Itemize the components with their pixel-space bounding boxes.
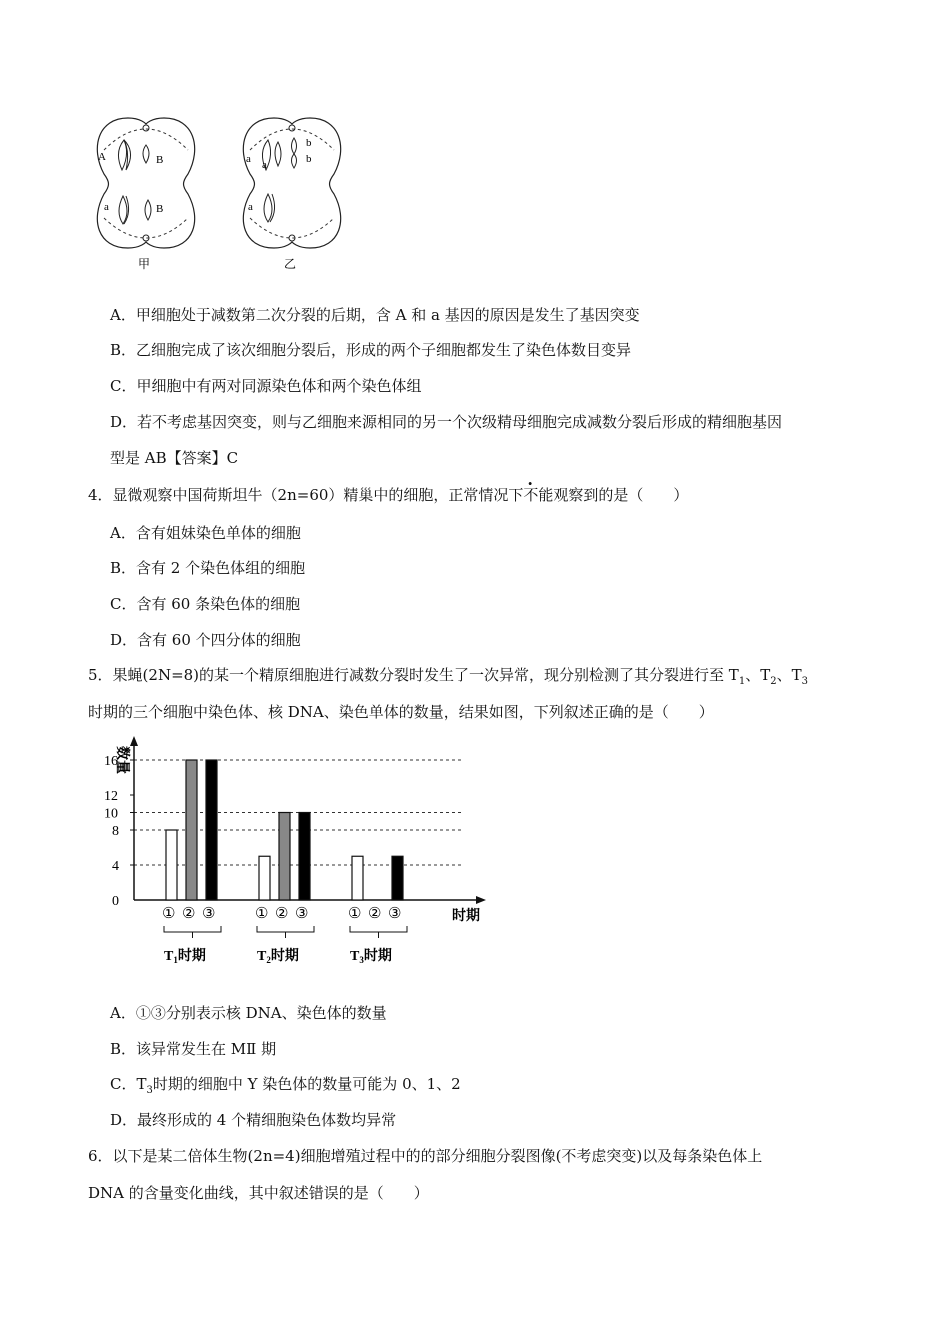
q3-option-d: D．若不考虑基因突变，则与乙细胞来源相同的另一个次级精母细胞完成减数分裂后形成的精细胞基因 — [110, 413, 783, 431]
q3-option-c: C．甲细胞中有两对同源染色体和两个染色体组 — [110, 377, 422, 395]
y-tick-10: 10 — [104, 806, 118, 822]
q4-option-a: A．含有姐妹染色单体的细胞 — [110, 524, 301, 542]
q4-stem — [88, 484, 688, 506]
q5-option-c-prefix: C．T — [110, 1075, 147, 1093]
q3-option-d-continued-answer: 型是 AB【答案】C — [110, 449, 239, 467]
bar-3-1 — [352, 856, 363, 900]
cell-yi — [243, 118, 340, 271]
group-label-1: $T_1$时期 — [164, 949, 206, 965]
q5-stem-text: 5．果蝇(2N=8)的某一个精原细胞进行减数分裂时发生了一次异常，现分别检测了其分裂进行至 T — [88, 666, 739, 684]
yi-label: 乙 — [284, 257, 297, 271]
group-label-2: $T_2$时期 — [257, 949, 299, 965]
q4-option-b: B．含有 2 个染色体组的细胞 — [110, 559, 306, 577]
y-tick-12: 12 — [104, 789, 118, 804]
q5-stem-sep2: 、T — [776, 666, 802, 684]
bar-1-1 — [166, 830, 177, 900]
bar-3-3 — [392, 856, 403, 900]
bar-label-2-1: ① — [255, 906, 269, 922]
jia-gene-A: A — [98, 151, 106, 163]
yi-gene-b-2: b — [306, 153, 312, 165]
bar-2-2 — [279, 813, 290, 901]
q6-stem-line1: 6．以下是某二倍体生物(2n=4)细胞增殖过程中的的部分细胞分裂图像(不考虑突变)以及每条染色体上 — [88, 1147, 763, 1165]
q4-stem-part1: 4．显微观察中国荷斯坦牛（2n=60）精巢中的细胞，正常情况下 — [88, 486, 524, 504]
bar-label-1-2: ② — [182, 906, 196, 922]
x-axis-label: 时期 — [452, 909, 480, 924]
q5-stem-line2: 时期的三个细胞中染色体、核 DNA、染色单体的数量，结果如图，下列叙述正确的是（ ） — [88, 703, 714, 721]
group-bracket-3 — [350, 926, 407, 932]
bar-label-1-3: ③ — [202, 906, 216, 922]
q5-option-a: A．①③分别表示核 DNA、染色体的数量 — [110, 1004, 387, 1022]
q5-stem-line1 — [88, 664, 808, 693]
y-tick-0: 0 — [112, 894, 119, 909]
yi-gene-a-top: a — [246, 153, 251, 165]
q4-option-d: D．含有 60 个四分体的细胞 — [110, 631, 301, 649]
q4-stem-emphasis: 不能 — [523, 486, 554, 504]
y-tick-16: 16 — [104, 754, 118, 769]
bar-2-3 — [299, 813, 310, 901]
q5-sub-1: 1 — [738, 676, 746, 687]
bar-label-3-3: ③ — [388, 906, 402, 922]
yi-gene-a-mid: a — [262, 159, 267, 171]
group-bracket-2 — [257, 926, 314, 932]
bar-1-2 — [186, 760, 197, 900]
jia-gene-B-top: B — [156, 154, 164, 166]
q4-stem-part2: 观察到的是（ ） — [553, 486, 689, 504]
q5-option-c-rest: 时期的细胞中 Y 染色体的数量可能为 0、1、2 — [152, 1075, 461, 1093]
q5-sub-3: 3 — [801, 676, 808, 687]
bar-label-3-1: ① — [348, 906, 362, 922]
bar-label-2-3: ③ — [295, 906, 309, 922]
group-bracket-1 — [164, 926, 221, 932]
y-tick-4: 4 — [112, 859, 119, 874]
y-axis-arrow — [130, 736, 138, 746]
yi-gene-b-1: b — [306, 137, 312, 149]
q3-option-b: B．乙细胞完成了该次细胞分裂后，形成的两个子细胞都发生了染色体数目变异 — [110, 341, 632, 359]
cell-division-figure — [86, 108, 346, 278]
q6-stem-line2: DNA 的含量变化曲线，其中叙述错误的是（ ） — [88, 1184, 429, 1202]
cell-jia — [97, 118, 194, 271]
q3-option-a: A．甲细胞处于减数第二次分裂的后期，含 A 和 a 基因的原因是发生了基因突变 — [110, 306, 640, 324]
bar-1-3 — [206, 760, 217, 900]
bar-label-1-1: ① — [162, 906, 176, 922]
q5-option-d: D．最终形成的 4 个精细胞染色体数均异常 — [110, 1111, 397, 1129]
bar-label-3-2: ② — [368, 906, 382, 922]
y-tick-8: 8 — [112, 824, 119, 839]
yi-gene-a-bottom: a — [248, 201, 253, 213]
bar-label-2-2: ② — [275, 906, 289, 922]
q5-option-c-sub: 3 — [146, 1085, 153, 1096]
jia-label: 甲 — [138, 257, 151, 271]
x-axis-arrow — [476, 896, 486, 904]
q5-sub-2: 2 — [770, 676, 777, 687]
q5-option-b: B．该异常发生在 MⅡ 期 — [110, 1040, 277, 1058]
group-label-3: $T_3$时期 — [350, 949, 392, 965]
jia-gene-B-bottom: B — [156, 203, 164, 215]
bar-2-1 — [259, 856, 270, 900]
q4-option-c: C．含有 60 条染色体的细胞 — [110, 595, 301, 613]
jia-gene-a: a — [104, 201, 109, 213]
q5-bar-chart — [84, 730, 504, 980]
q5-option-c — [110, 1073, 461, 1102]
q5-stem-sep1: 、T — [745, 666, 771, 684]
y-axis-label: 数量 — [114, 746, 129, 774]
